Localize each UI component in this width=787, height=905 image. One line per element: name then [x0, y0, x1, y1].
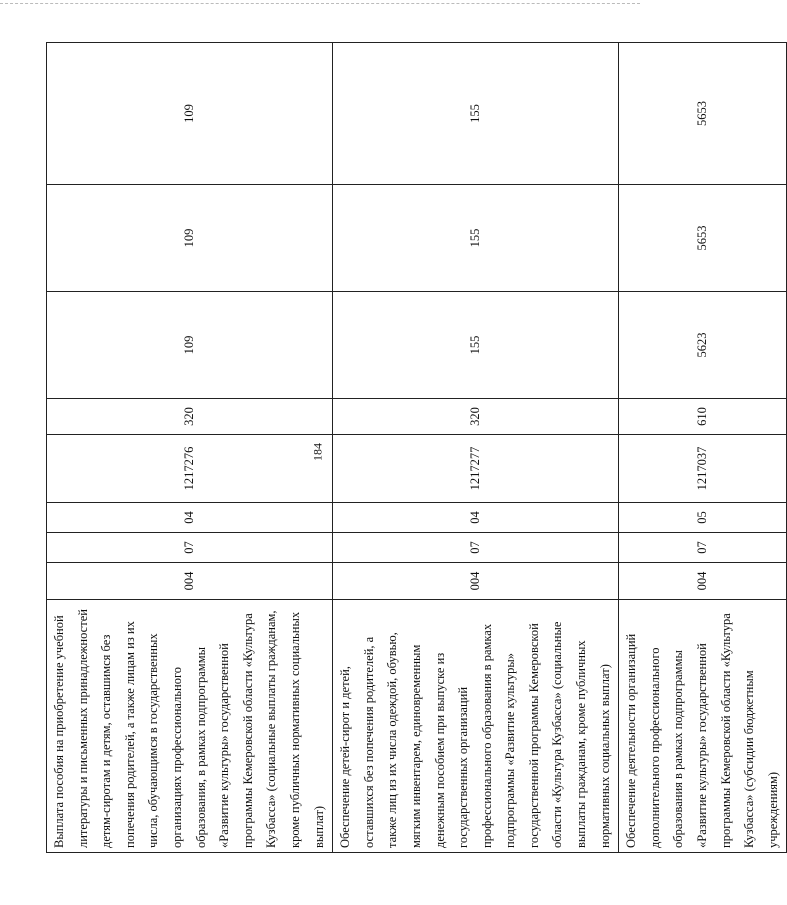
expense-type-code: 610	[619, 399, 787, 435]
section-code: 07	[47, 533, 333, 563]
amount-year-1: 5623	[619, 292, 787, 399]
amount-year-1: 109	[47, 292, 333, 399]
subsection-code: 04	[333, 503, 619, 533]
table-row	[333, 43, 619, 853]
amount-year-3: 155	[333, 43, 619, 185]
expense-type-code: 320	[333, 399, 619, 435]
target-article-code: 1217277	[333, 435, 619, 503]
ministry-code: 004	[333, 563, 619, 600]
amount-year-3: 5653	[619, 43, 787, 185]
expense-type-code: 320	[47, 399, 333, 435]
target-article-code: 1217276	[47, 435, 333, 503]
section-code: 07	[619, 533, 787, 563]
row-description: Выплата пособия на приобретение учебной литературы и письменных принадлежностей детям-сиротам и детям, оставшимся без попечения родителей, а также лицам из их числа, обучающимся в государственных организациях профессионального образования, в рамках подпрограммы «Развитие культуры» государственной программы Кемеровской области «Культура Кузбасса» (социальные выплаты гражданам, кроме публичных нормативных социальных выплат)	[47, 600, 333, 853]
amount-year-1: 155	[333, 292, 619, 399]
ministry-code: 004	[619, 563, 787, 600]
amount-year-3: 109	[47, 43, 333, 185]
table-row	[619, 43, 787, 853]
subsection-code: 05	[619, 503, 787, 533]
ministry-code: 004	[47, 563, 333, 600]
amount-year-2: 155	[333, 185, 619, 292]
table-row	[47, 43, 333, 853]
rotated-table-container	[46, 43, 780, 853]
budget-table	[46, 42, 787, 853]
amount-year-2: 5653	[619, 185, 787, 292]
page-top-edge	[0, 3, 640, 4]
row-description: Обеспечение детей-сирот и детей, оставшихся без попечения родителей, а также лиц из их числа одеждой, обувью, мягким инвентарем, единовременным денежным пособием при выпуске из государственных организаций профессионального образования в рамках подпрограммы «Развитие культуры» государственной программы Кемеровской области «Культура Кузбасса» (социальные выплаты гражданам, кроме публичных нормативных социальных выплат)	[333, 600, 619, 853]
subsection-code: 04	[47, 503, 333, 533]
page-number-text: 184	[310, 443, 325, 461]
section-code: 07	[333, 533, 619, 563]
budget-table-sheet	[46, 43, 780, 853]
amount-year-2: 109	[47, 185, 333, 292]
target-article-code: 1217037	[619, 435, 787, 503]
row-description: Обеспечение деятельности организаций дополнительного профессионального образования в рамках подпрограммы «Развитие культуры» государственной программы Кемеровской области «Культура Кузбасса» (субсидии бюджетным учреждениям)	[619, 600, 787, 853]
